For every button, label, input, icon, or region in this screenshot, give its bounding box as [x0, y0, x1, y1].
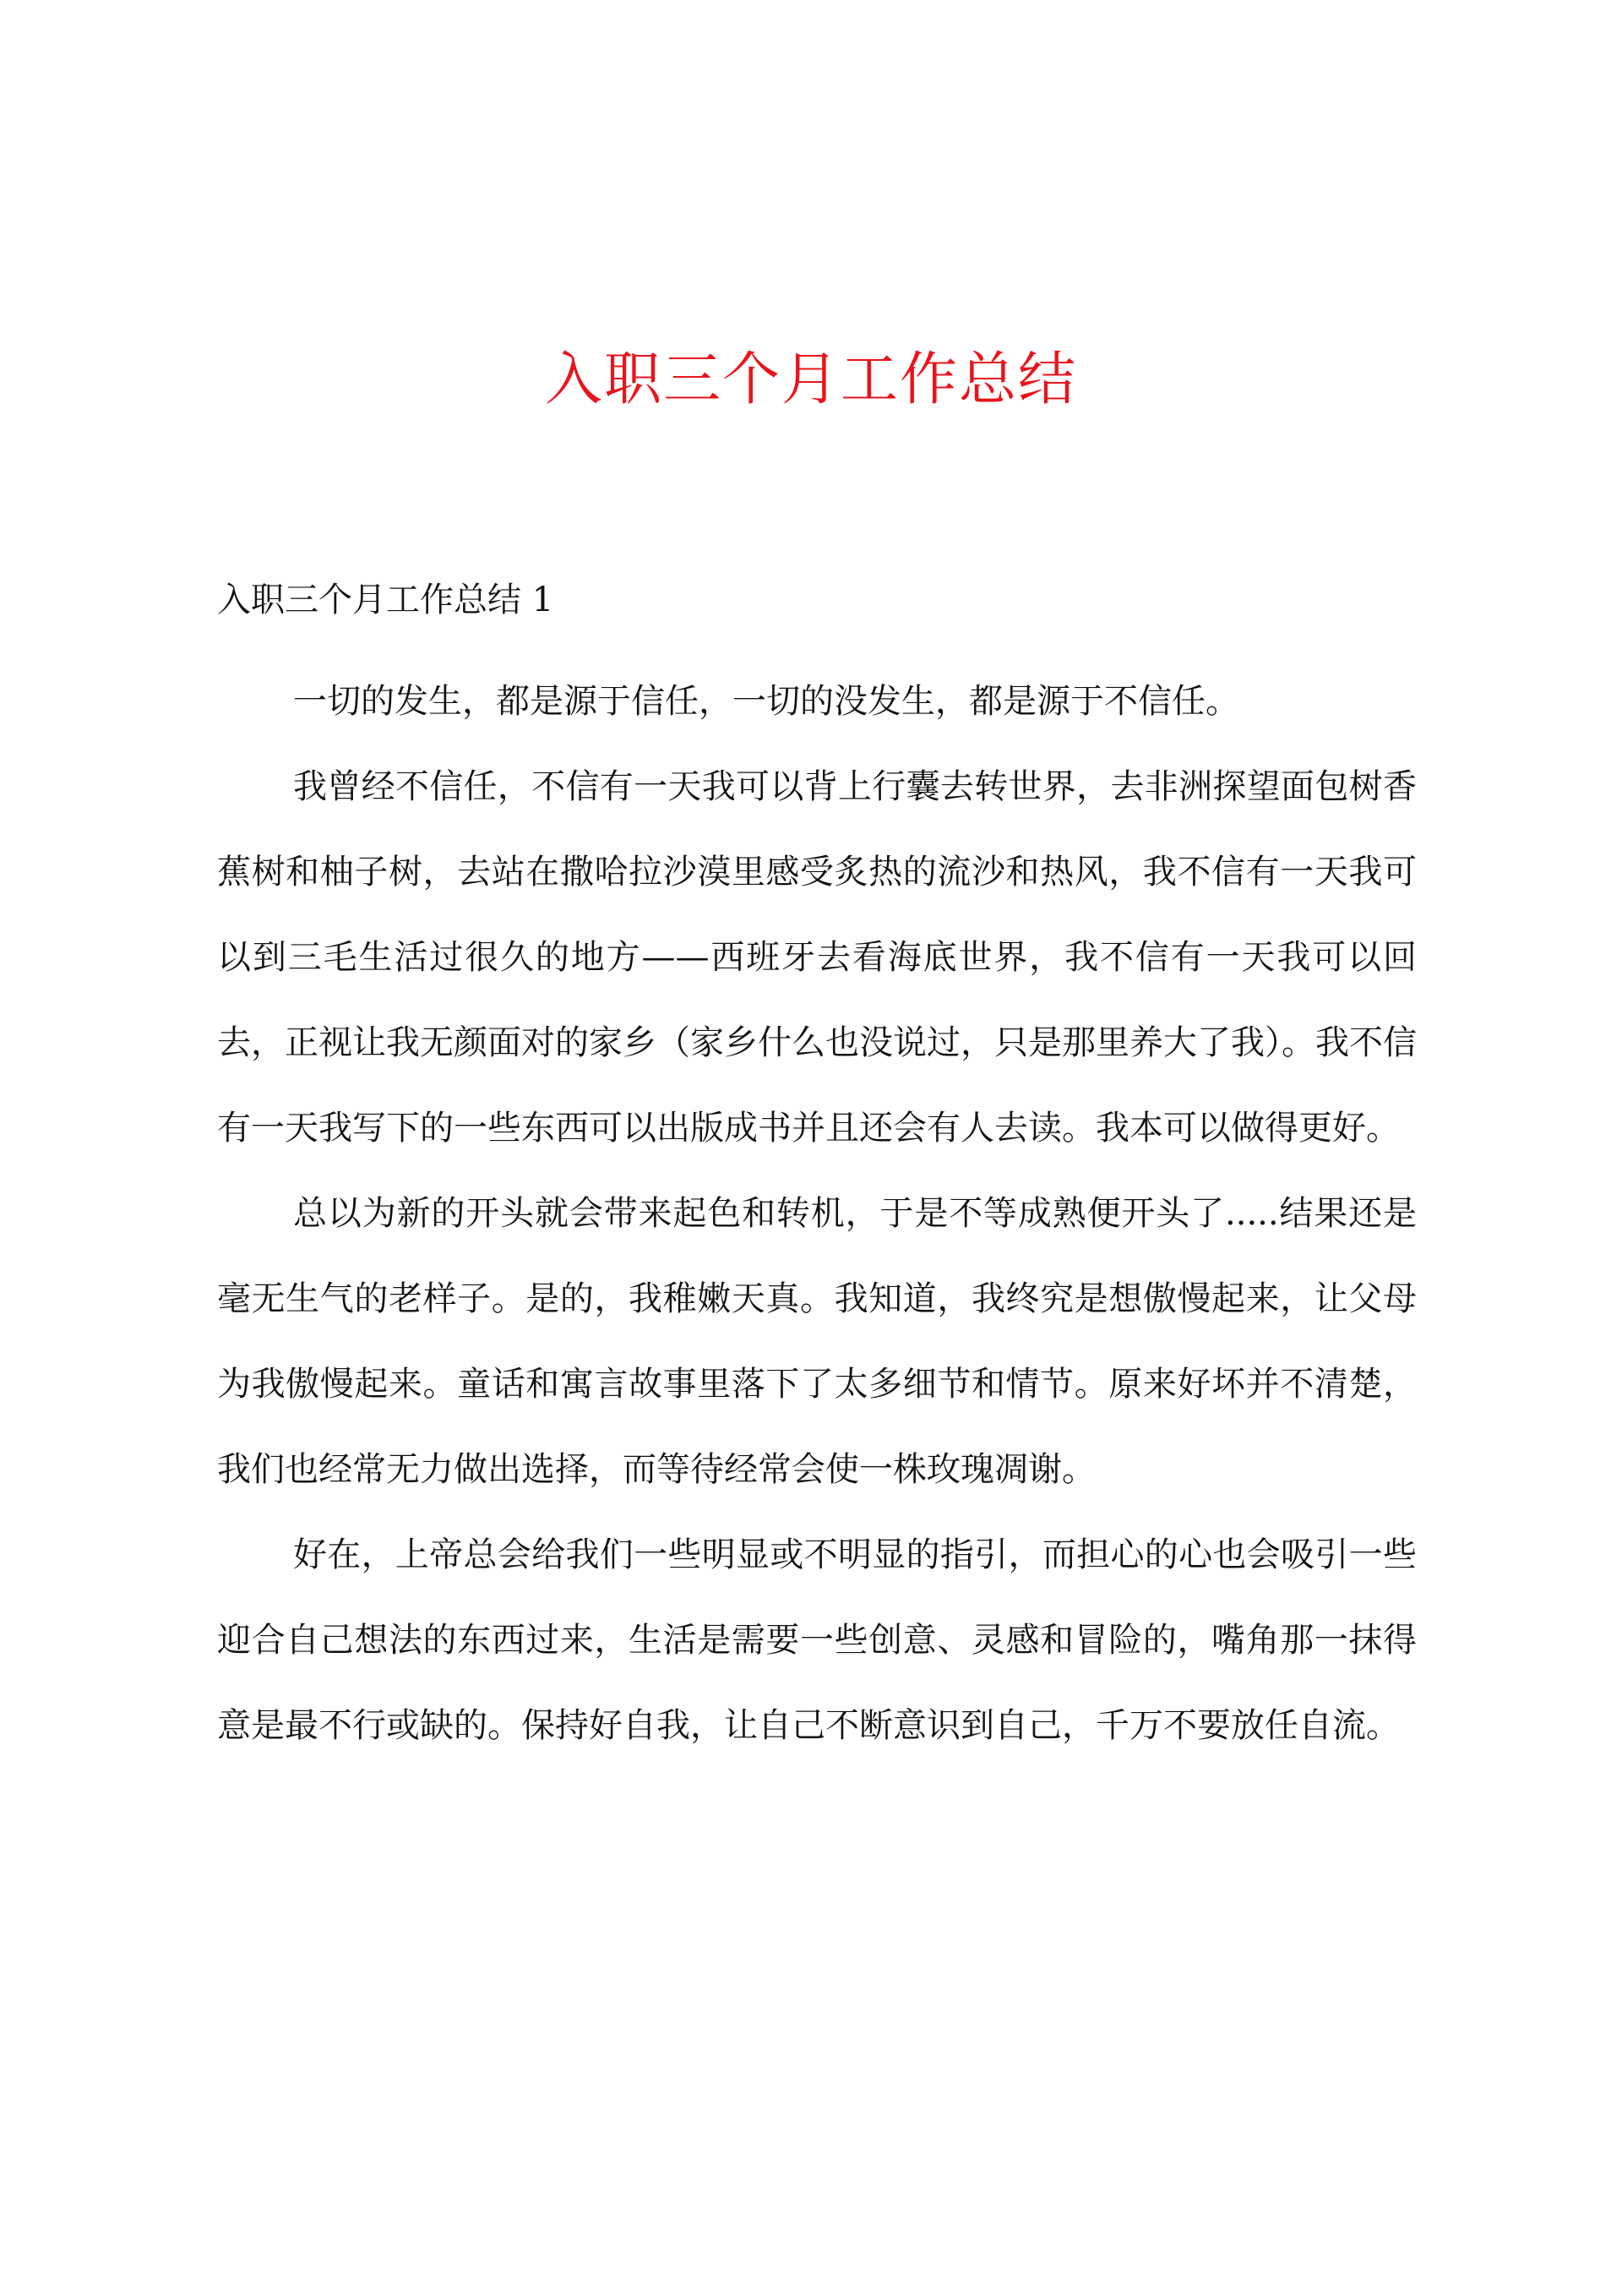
paragraph-2: 我曾经不信任，不信有一天我可以背上行囊去转世界，去非洲探望面包树香蕉树和柚子树，去站在撒哈拉沙漠里感受炙热的流沙和热风，我不信有一天我可以到三毛生活过很久的地方——西班牙去看海底世界，我不信有一天我可以回去，正视让我无颜面对的家乡（家乡什么也没说过，只是那里养大了我）。我不信有一天我写下的一些东西可以出版成书并且还会有人去读。我本可以做得更好。	[217, 767, 1417, 1148]
section-heading: 入职三个月工作总结 1	[217, 581, 554, 619]
document-title: 入职三个月工作总结	[544, 346, 1077, 413]
paragraph-4: 好在，上帝总会给我们一些明显或不明显的指引，而担心的心也会吸引一些迎合自己想法的东西过来，生活是需要一些创意、灵感和冒险的，嘴角那一抹得意是最不行或缺的。保持好自我，让自己不断意识到自己，千万不要放任自流。	[217, 1535, 1417, 1745]
paragraph-3: 总以为新的开头就会带来起色和转机，于是不等成熟便开头了.....结果还是毫无生气的老样子。是的，我稚嫩天真。我知道，我终究是想傲慢起来，让父母为我傲慢起来。童话和寓言故事里落下了太多细节和情节。原来好坏并不清楚，我们也经常无力做出选择，而等待经常会使一株玫瑰凋谢。	[217, 1194, 1417, 1489]
document-body	[217, 575, 1417, 1769]
paragraph-1: 一切的发生，都是源于信任，一切的没发生，都是源于不信任。	[293, 682, 1239, 721]
